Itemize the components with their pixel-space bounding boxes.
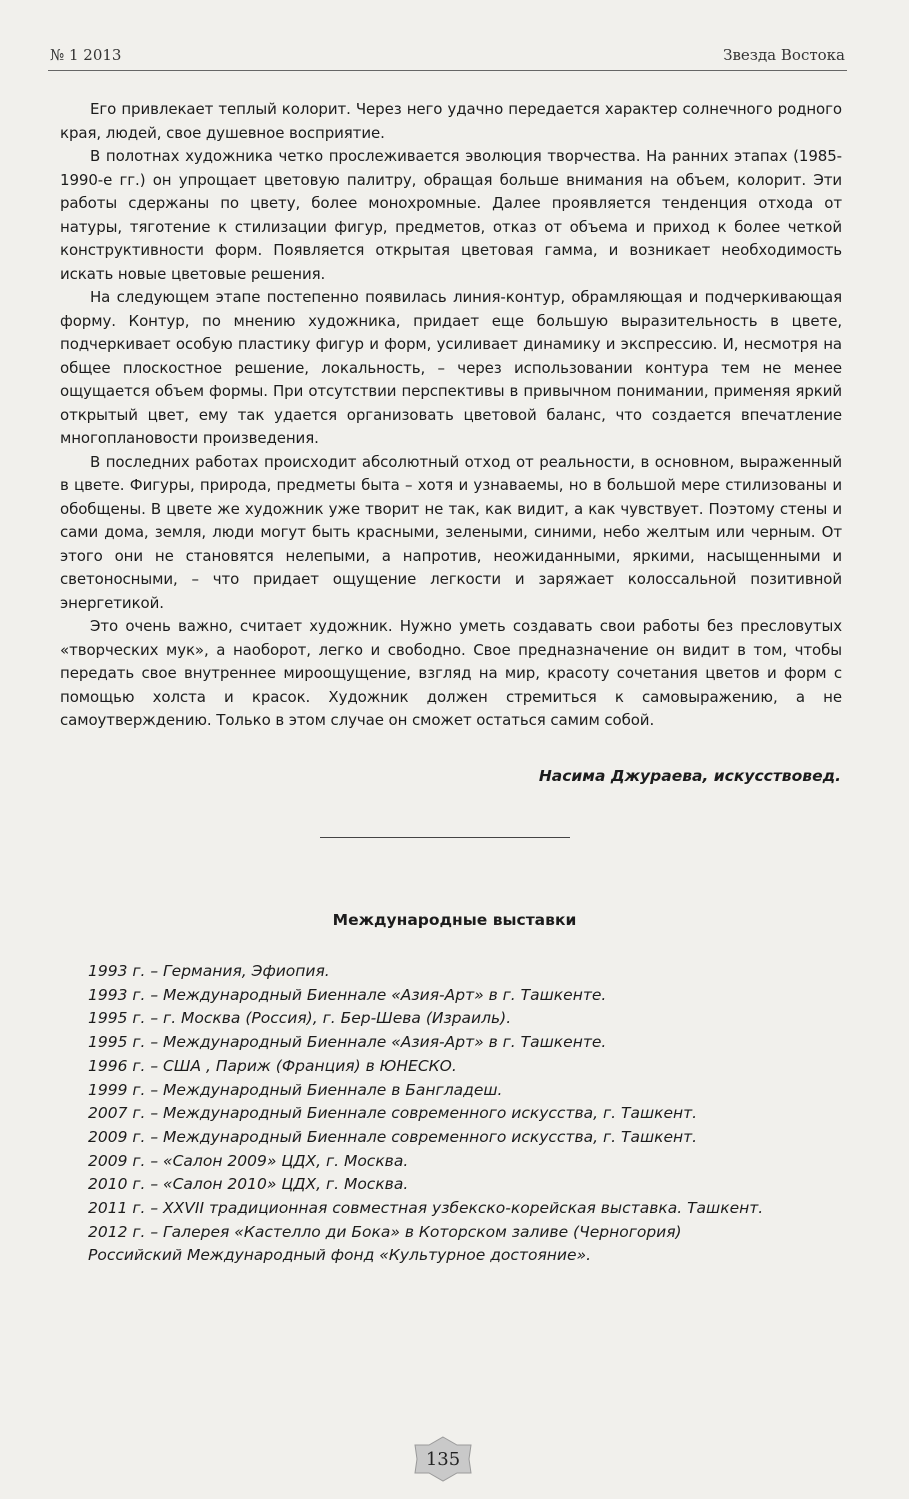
page-number: 135 — [425, 1448, 461, 1470]
page-header — [0, 0, 909, 80]
section-divider — [320, 837, 570, 838]
exhibition-item: 2011 г. – XXVII традиционная совместная узбекско-корейская выставка. Ташкент. — [88, 1199, 764, 1218]
article-author: Насима Джураева, искусствовед. — [538, 767, 841, 785]
exhibition-item: 2012 г. – Галерея «Кастелло ди Бока» в Которском заливе (Черногория) — [88, 1222, 682, 1241]
exhibition-item: 1993 г. – Германия, Эфиопия. — [88, 962, 330, 980]
exhibition-item: 2009 г. – «Салон 2009» ЦДХ, г. Москва. — [88, 1151, 409, 1170]
article-paragraph: На следующем этапе постепенно появилась линия-контур, обрамляющая и подчеркивающая форму. Контур, по мнению художника, придает еще большую выразительность в цвете, подчеркивает особую пластику фигур и форм, усиливает динамику и экспрессию. И, несмотря на общее плоскостное решение, локальность, – через использовании контура тем не менее ощущается объем формы. При отсутствии перспективы в привычном понимании, применяя яркий открытый цвет, ему так удается организовать цветовой баланс, что создается впечатление многоплановости произведения. — [60, 288, 842, 447]
exhibitions-list — [88, 960, 848, 1268]
article-paragraph: В последних работах происходит абсолютный отход от реальности, в основном, выраженный в цвете. Фигуры, природа, предметы быта – хотя и узнаваемы, но в большой мере стилизованы и обобщены. В цвете же художник уже творит не так, как видит, а как чувствует. Поэтому стены и сами дома, земля, люди могут быть красными, зелеными, синими, небо желтым или черным. От этого они не становятся нелепыми, а напротив, неожиданными, яркими, насыщенными и светоносными, – что придает ощущение легкости и заряжает колоссальной позитивной энергетикой. — [60, 452, 842, 612]
exhibition-item: 1995 г. – г. Москва (Россия), г. Бер-Шева (Израиль). — [88, 1009, 512, 1028]
header-rule — [48, 70, 847, 71]
article-paragraph: Его привлекает теплый колорит. Через него удачно передается характер солнечного родного края, людей, свое душевное восприятие. — [60, 100, 842, 142]
section-title: Международные выставки — [332, 911, 577, 929]
exhibition-item: 1993 г. – Международный Биеннале «Азия-Арт» в г. Ташкенте. — [88, 985, 607, 1004]
exhibition-item: 2009 г. – Международный Биеннале современного искусства, г. Ташкент. — [88, 1127, 698, 1146]
journal-title: Звезда Востока — [723, 46, 845, 64]
page-number-badge — [411, 1435, 475, 1483]
article-paragraph: Это очень важно, считает художник. Нужно уметь создавать свои работы без пресловутых «творческих мук», а наоборот, легко и свободно. Свое предназначение он видит в том, чтобы передать свое внутреннее мироощущение, взгляд на мир, красоту сочетания цветов и форм с помощью холста и красок. Художник должен стремиться к самовыражению, а не самоутверждению. Только в этом случае он сможет остаться самим собой. — [60, 617, 842, 729]
exhibition-item: 2007 г. – Международный Биеннале современного искусства, г. Ташкент. — [88, 1104, 698, 1123]
issue-label: № 1 2013 — [50, 46, 122, 64]
exhibition-item: 1996 г. – США , Париж (Франция) в ЮНЕСКО. — [88, 1056, 457, 1075]
article-body — [60, 98, 842, 733]
exhibition-item: 2010 г. – «Салон 2010» ЦДХ, г. Москва. — [88, 1175, 409, 1194]
exhibition-item: 1995 г. – Международный Биеннале «Азия-Арт» в г. Ташкенте. — [88, 1033, 607, 1052]
article-paragraph: В полотнах художника четко прослеживается эволюция творчества. На ранних этапах (1985-1990-е гг.) он упрощает цветовую палитру, обращая больше внимания на объем, колорит. Эти работы сдержаны по цвету, более монохромные. Далее проявляется тенденция отхода от натуры, тяготение к стилизации фигур, предметов, отказ от объема и приход к более четкой конструктивности форм. Появляется открытая цветовая гамма, и возникает необходимость искать новые цветовые решения. — [60, 147, 842, 283]
exhibition-item: 1999 г. – Международный Биеннале в Бангладеш. — [88, 1080, 503, 1099]
exhibition-item: Российский Международный фонд «Культурное достояние». — [88, 1246, 592, 1265]
